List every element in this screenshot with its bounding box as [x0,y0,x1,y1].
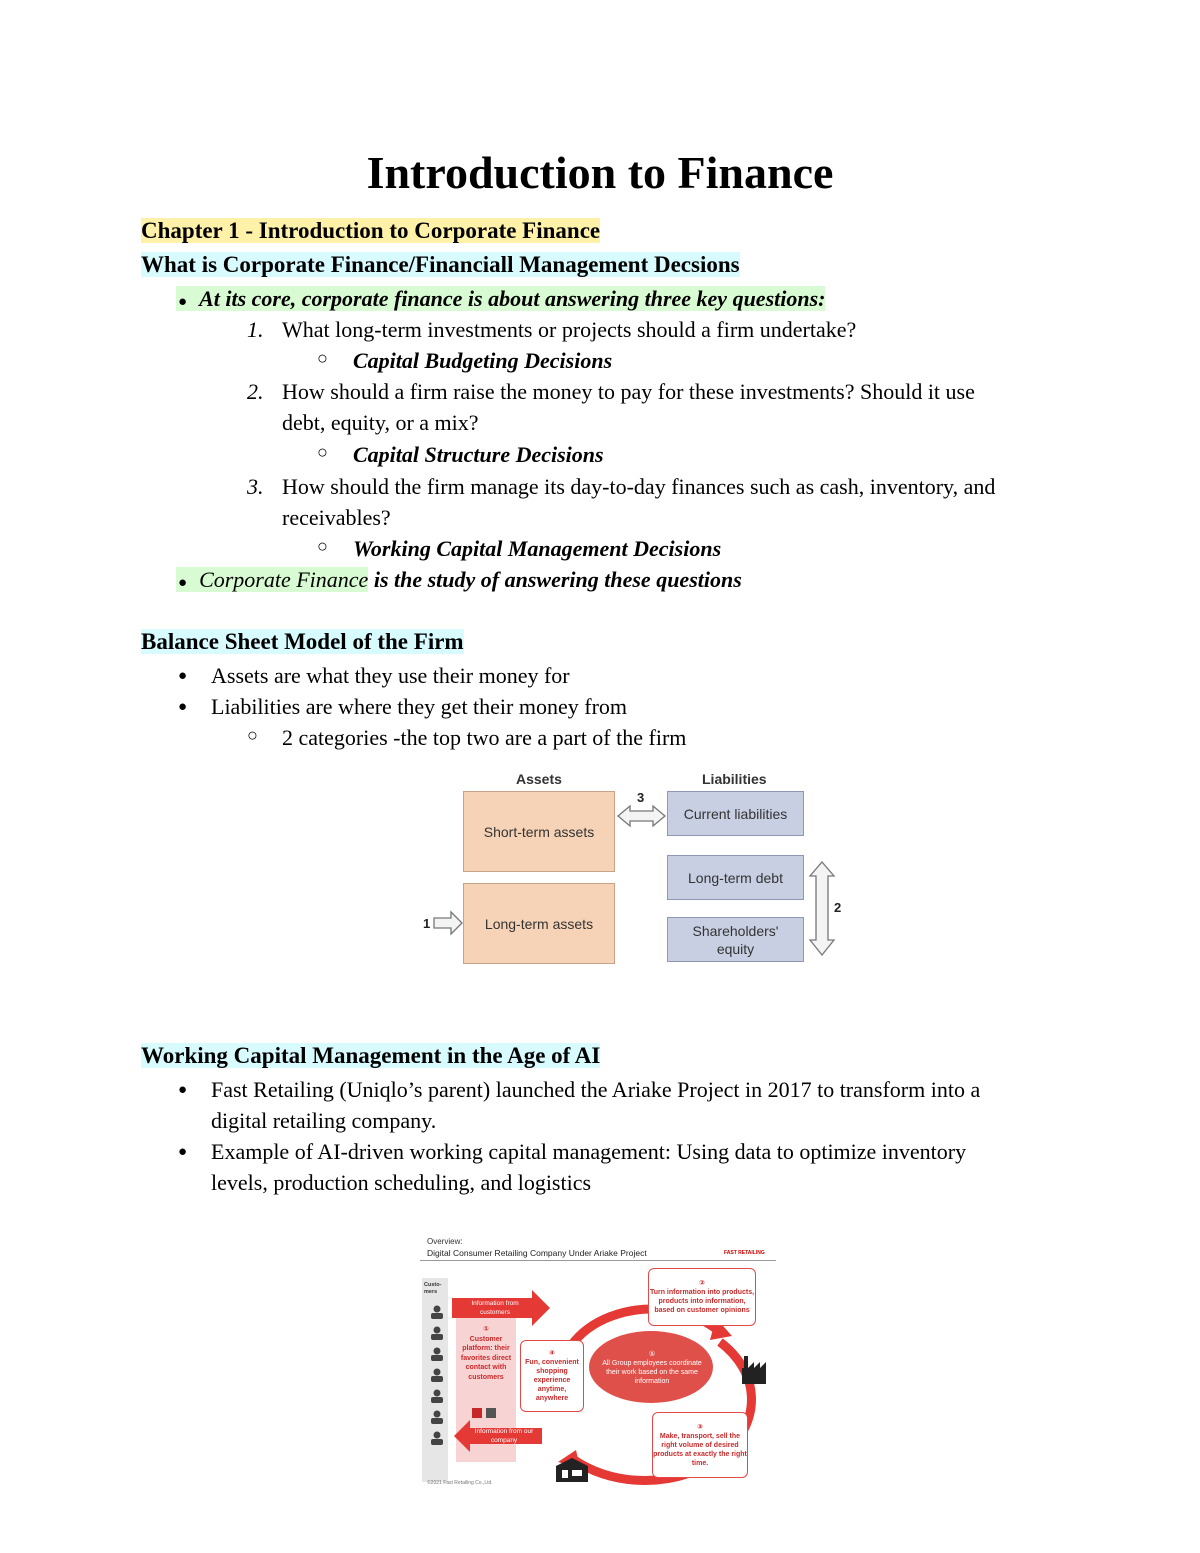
right-arrow-icon [434,912,462,934]
bullet-icon: ● [178,294,188,310]
q3-text: How should the firm manage its day-to-day finances such as cash, inventory, and [282,474,996,499]
label-2: 2 [834,900,842,915]
bullet-icon: ● [178,1082,188,1098]
step4-box [520,1340,584,1412]
q3-text-cont: receivables? [282,505,391,530]
q1-sub: Capital Budgeting Decisions [353,348,613,373]
liabilities-label: Liabilities [702,771,767,787]
section1-heading [141,250,740,280]
step2-number: ② [699,1280,705,1287]
bullet-icon: ● [178,575,188,591]
vertical-double-arrow-icon [810,862,834,955]
q2-number: 2. [247,379,264,404]
circle-bullet-icon: ○ [317,536,328,556]
q3-number: 3. [247,474,264,499]
step2-box [648,1268,756,1326]
short-term-assets-box: Short-term assets [463,791,615,872]
section2-heading-text: Balance Sheet Model of the Firm [141,629,464,654]
step2-text: Turn information into products, products into information, based on customer opinions [649,1289,755,1314]
brand-logo: FAST RETAILING [724,1250,765,1256]
ariake-overview-figure [420,1232,776,1490]
step5-number: ⑤ [648,1351,656,1358]
section1-closing-row [176,565,742,598]
bullet-icon: ● [178,668,188,684]
fast-retailing-bullet: Fast Retailing (Uniqlo’s parent) launched the Ariake Project in 2017 to transform into a [211,1077,981,1102]
step3-text: Make, transport, sell the right volume of desired products at exactly the right time. [653,1432,747,1467]
step5-text: All Group employees coordinate their work based on the same information [602,1360,702,1385]
assets-bullet: Assets are what they use their money for [211,663,570,688]
q1-number: 1. [247,317,264,342]
chapter-heading [141,216,600,246]
closing-highlight-text: Corporate Finance [199,567,369,592]
ai-example-bullet-cont: levels, production scheduling, and logistics [211,1170,592,1195]
section1-heading-text: What is Corporate Finance/Financiall Management Decsions [141,252,740,277]
ai-example-bullet: Example of AI-driven working capital management: Using data to optimize inventory [211,1139,967,1164]
info-from-company: Information from our company [474,1428,534,1444]
step4-text: Fun, convenient shopping experience anytime, anywhere [525,1359,579,1402]
step4-number: ④ [549,1350,555,1357]
step5-text-block [600,1340,704,1396]
q1-text: What long-term investments or projects should a firm undertake? [282,317,857,342]
step1-number: ① [483,1326,489,1333]
circle-bullet-icon: ○ [317,442,328,462]
chapter-heading-text: Chapter 1 - Introduction to Corporate Finance [141,218,601,243]
equity-line1: Shareholders' [692,922,779,939]
step3-box [652,1412,748,1478]
equity-line2: equity [716,940,755,957]
section3-heading [141,1041,600,1071]
q2-text-cont: debt, equity, or a mix? [282,410,479,435]
section1-intro-row [176,284,825,317]
long-term-assets-box: Long-term assets [463,883,615,964]
closing-rest: is the study of answering these questions [368,567,742,592]
section3-heading-text: Working Capital Management in the Age of AI [141,1043,601,1068]
circle-bullet-icon: ○ [247,725,258,745]
intro-text: At its core, corporate finance is about answering three key questions: [199,286,826,311]
section2-heading [141,627,464,657]
double-arrow-icon [618,806,665,826]
page-title: Introduction to Finance [366,147,834,198]
step1-text: Customer platform: their favorites direct contact with customers [460,1335,512,1381]
q3-sub: Working Capital Management Decisions [353,536,722,561]
closing-highlight [176,567,368,592]
fast-retailing-bullet-cont: digital retailing company. [211,1108,437,1133]
customers-label: Custo-mers [424,1282,442,1295]
overview-subtitle: Digital Consumer Retailing Company Under Ariake Project [427,1248,647,1258]
balance-sheet-arrows [410,780,850,980]
app-icon [472,1408,482,1418]
label-3: 3 [637,790,645,805]
q2-sub: Capital Structure Decisions [353,442,604,467]
overview-label: Overview: [427,1237,463,1246]
bullet-icon: ● [178,699,188,715]
assets-label: Assets [516,771,562,787]
q2-text: How should a firm raise the money to pay for these investments? Should it use [282,379,975,404]
factory-icon [742,1356,766,1384]
label-1: 1 [423,916,431,931]
intro-highlight [176,286,825,311]
info-from-customers: Information from customers [471,1300,519,1316]
long-term-debt-box: Long-term debt [667,855,804,900]
current-liabilities-box: Current liabilities [667,791,804,836]
customer-platform-text [456,1325,516,1382]
circle-bullet-icon: ○ [317,348,328,368]
overview-copyright: ©2021 Fast Retailing Co.,Ltd. [427,1480,493,1486]
app-icon [486,1408,496,1418]
step3-number: ③ [697,1423,703,1431]
liabilities-bullet: Liabilities are where they get their money from [211,694,628,719]
bullet-icon: ● [178,1144,188,1160]
categories-sub: 2 categories -the top two are a part of the firm [282,725,687,750]
